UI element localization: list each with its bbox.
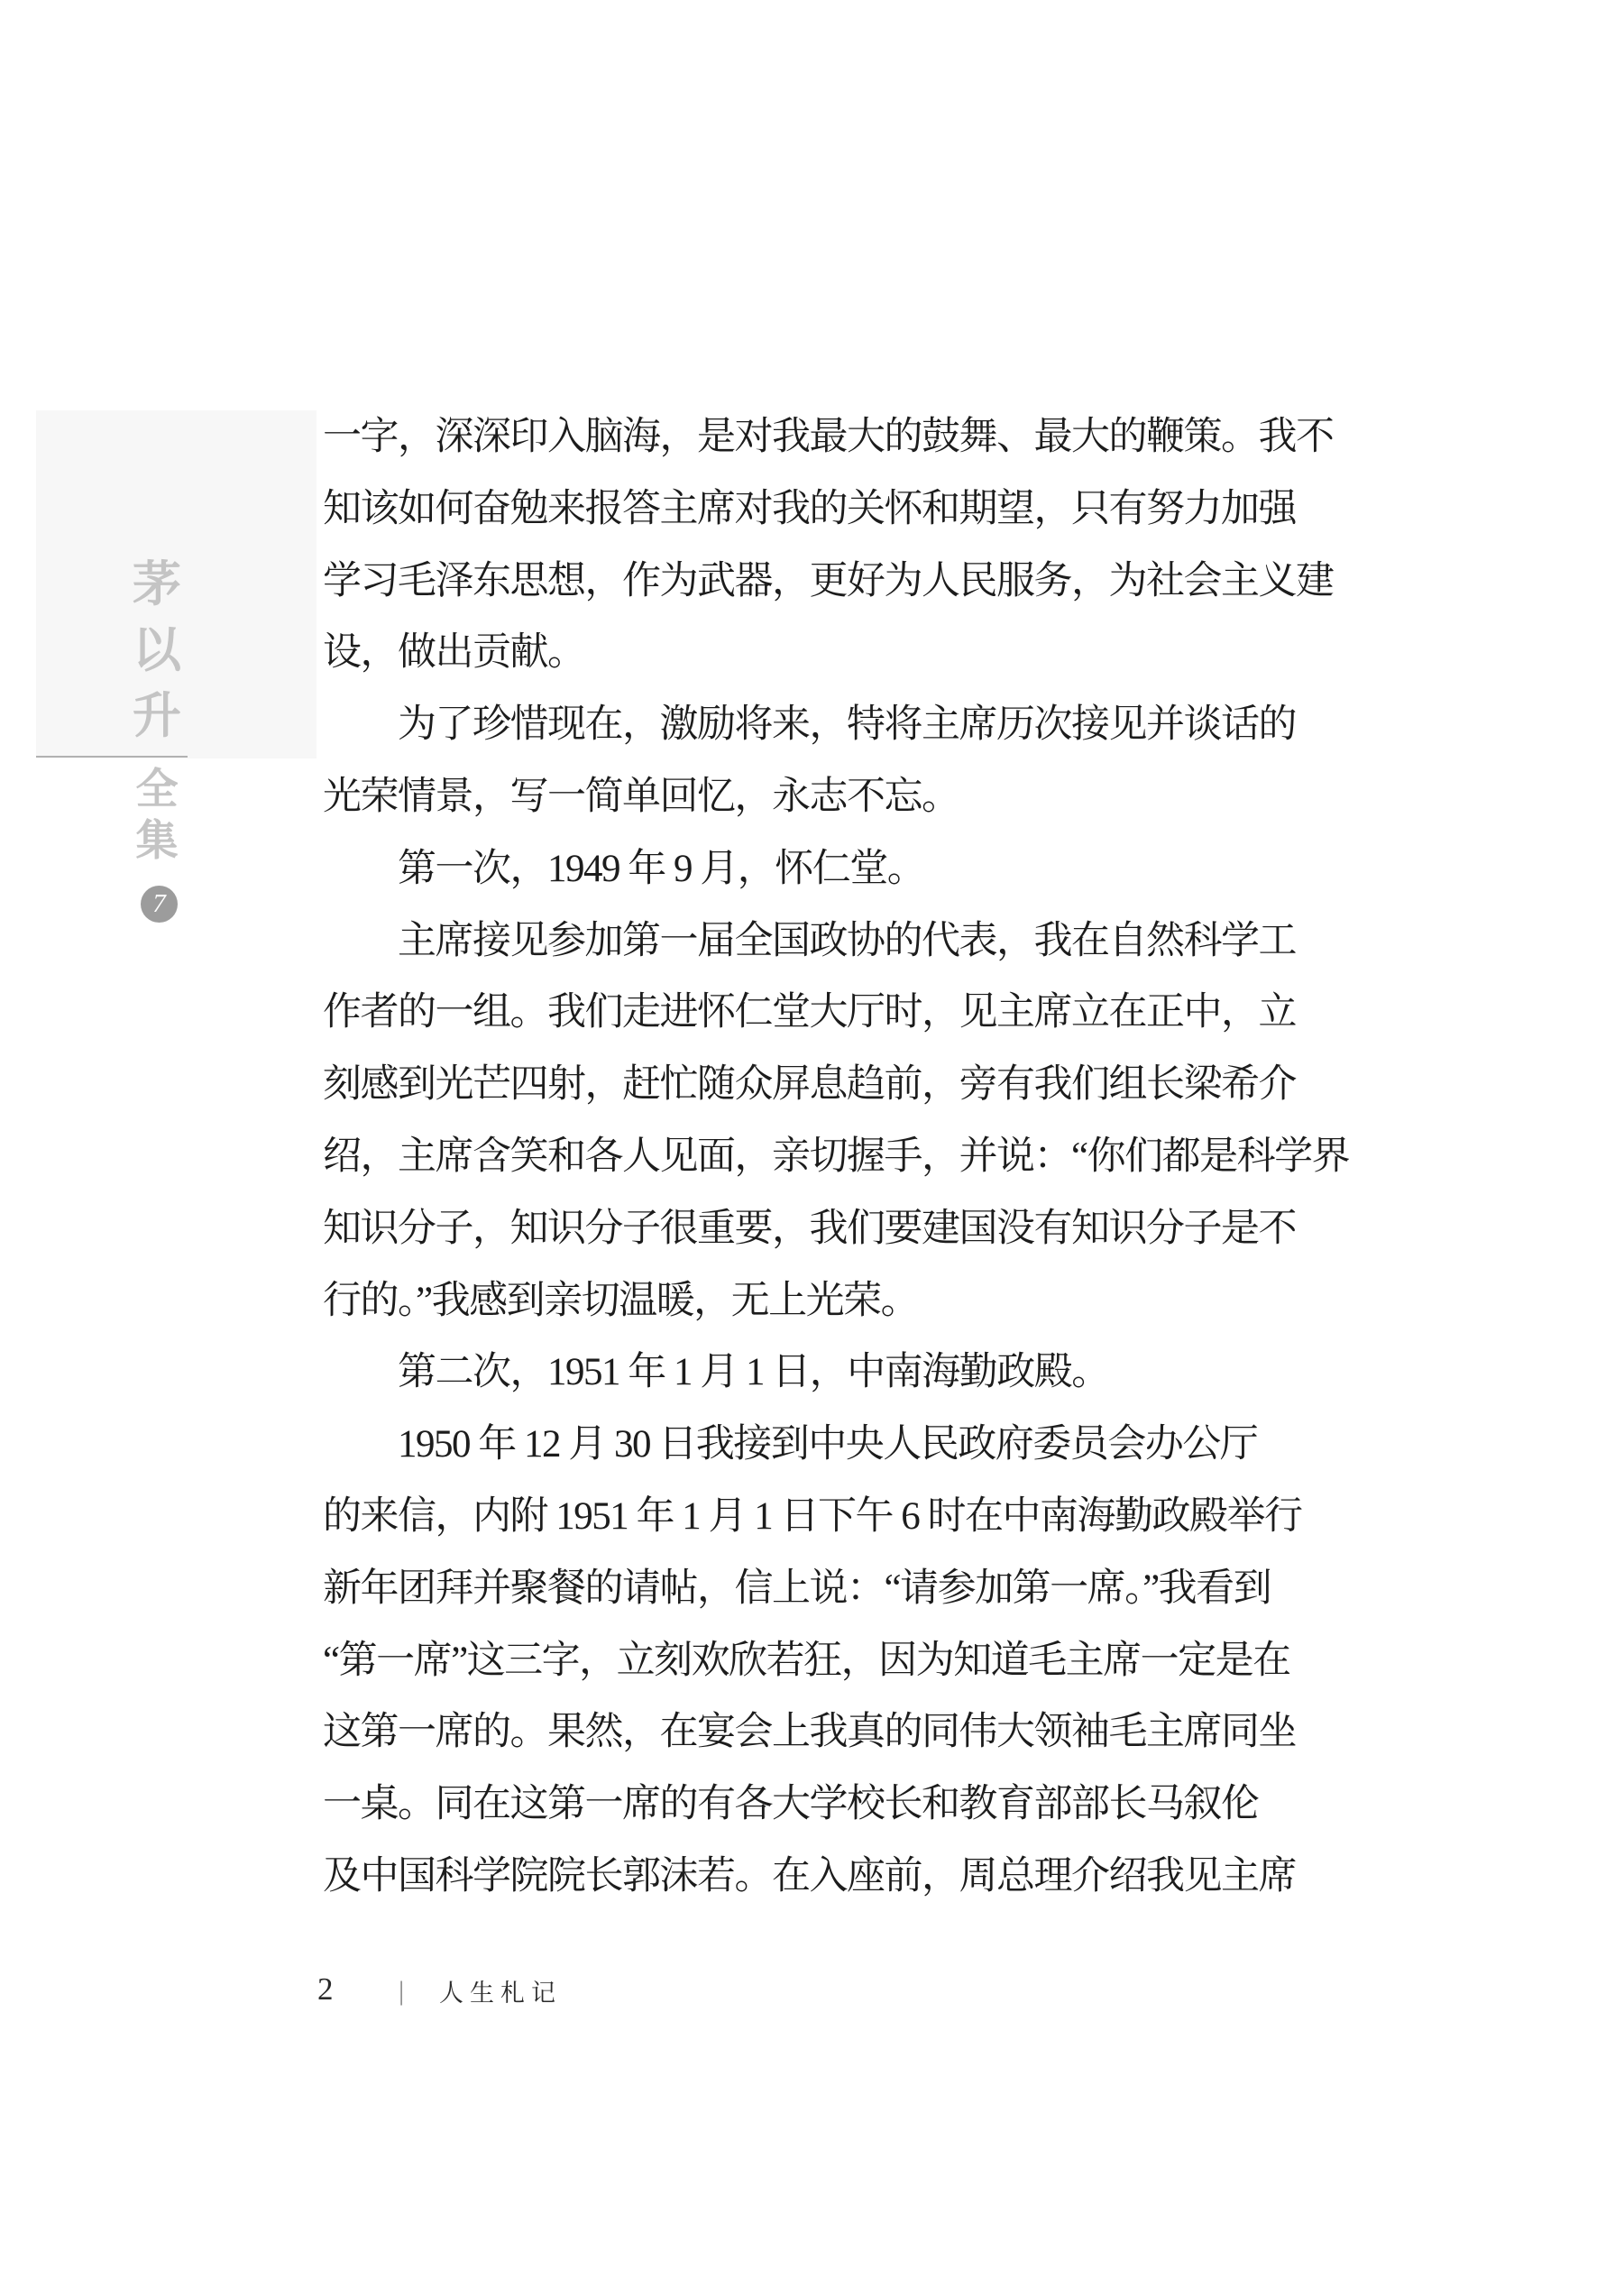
text-line: 光荣情景，写一简单回忆，永志不忘。	[323, 775, 959, 818]
series-title-char: 以	[133, 623, 181, 677]
text-line: 主席接见参加第一届全国政协的代表，我在自然科学工	[398, 919, 1296, 962]
footer-book-title: 人生札记	[439, 1980, 562, 2007]
text-line: 第一次，1949 年 9 月，怀仁堂。	[398, 847, 925, 890]
text-line: 行的。”我感到亲切温暖，无上光荣。	[323, 1279, 919, 1322]
text-line: 及中国科学院院长郭沫若。在入座前，周总理介绍我见主席	[323, 1854, 1296, 1898]
text-line: 1950 年 12 月 30 日我接到中央人民政府委员会办公厅	[398, 1423, 1258, 1466]
text-line: 新年团拜并聚餐的请帖，信上说：“请参加第一席。”我看到	[323, 1567, 1271, 1610]
text-line: 为了珍惜现在，激励将来，特将主席历次接见并谈话的	[398, 703, 1296, 747]
page-number: 2	[317, 1971, 334, 2007]
subtitle-char: 全	[135, 767, 179, 813]
sidebar-series-title	[132, 552, 182, 749]
volume-number: 7	[152, 889, 166, 918]
sidebar-subtitle	[132, 765, 182, 868]
series-title-char: 茅	[133, 557, 181, 611]
text-line: 知识分子，知识分子很重要，我们要建国没有知识分子是不	[323, 1207, 1296, 1250]
text-line: 一桌。同在这第一席的有各大学校长和教育部部长马叙伦	[323, 1783, 1259, 1826]
text-line: 绍，主席含笑和各人见面，亲切握手，并说：“你们都是科学界	[323, 1135, 1350, 1178]
text-line: 学习毛泽东思想，作为武器，更好为人民服务，为社会主义建	[323, 559, 1334, 602]
text-line: 知该如何奋勉来报答主席对我的关怀和期望，只有努力加强	[323, 487, 1296, 530]
text-line: 刻感到光芒四射，赶忙随众屏息趋前，旁有我们组长梁希介	[323, 1063, 1296, 1107]
text-line: “第一席”这三字，立刻欢欣若狂，因为知道毛主席一定是在	[323, 1639, 1290, 1682]
text-line: 设，做出贡献。	[323, 631, 585, 675]
series-title-char: 升	[133, 689, 181, 743]
footer-separator: |	[399, 1976, 403, 2006]
text-line: 第二次，1951 年 1 月 1 日，中南海勤政殿。	[398, 1351, 1109, 1394]
body-text	[323, 401, 1350, 1913]
sidebar-rule	[36, 756, 188, 758]
text-line: 一字，深深印入脑海，是对我最大的鼓舞、最大的鞭策。我不	[323, 416, 1334, 458]
text-line: 这第一席的。果然，在宴会上我真的同伟大领袖毛主席同坐	[323, 1711, 1296, 1754]
text-line: 作者的一组。我们走进怀仁堂大厅时，见主席立在正中，立	[323, 991, 1296, 1034]
subtitle-char: 集	[135, 818, 179, 865]
volume-number-badge	[141, 886, 178, 923]
text-line: 的来信，内附 1951 年 1 月 1 日下午 6 时在中南海勤政殿举行	[323, 1494, 1302, 1538]
